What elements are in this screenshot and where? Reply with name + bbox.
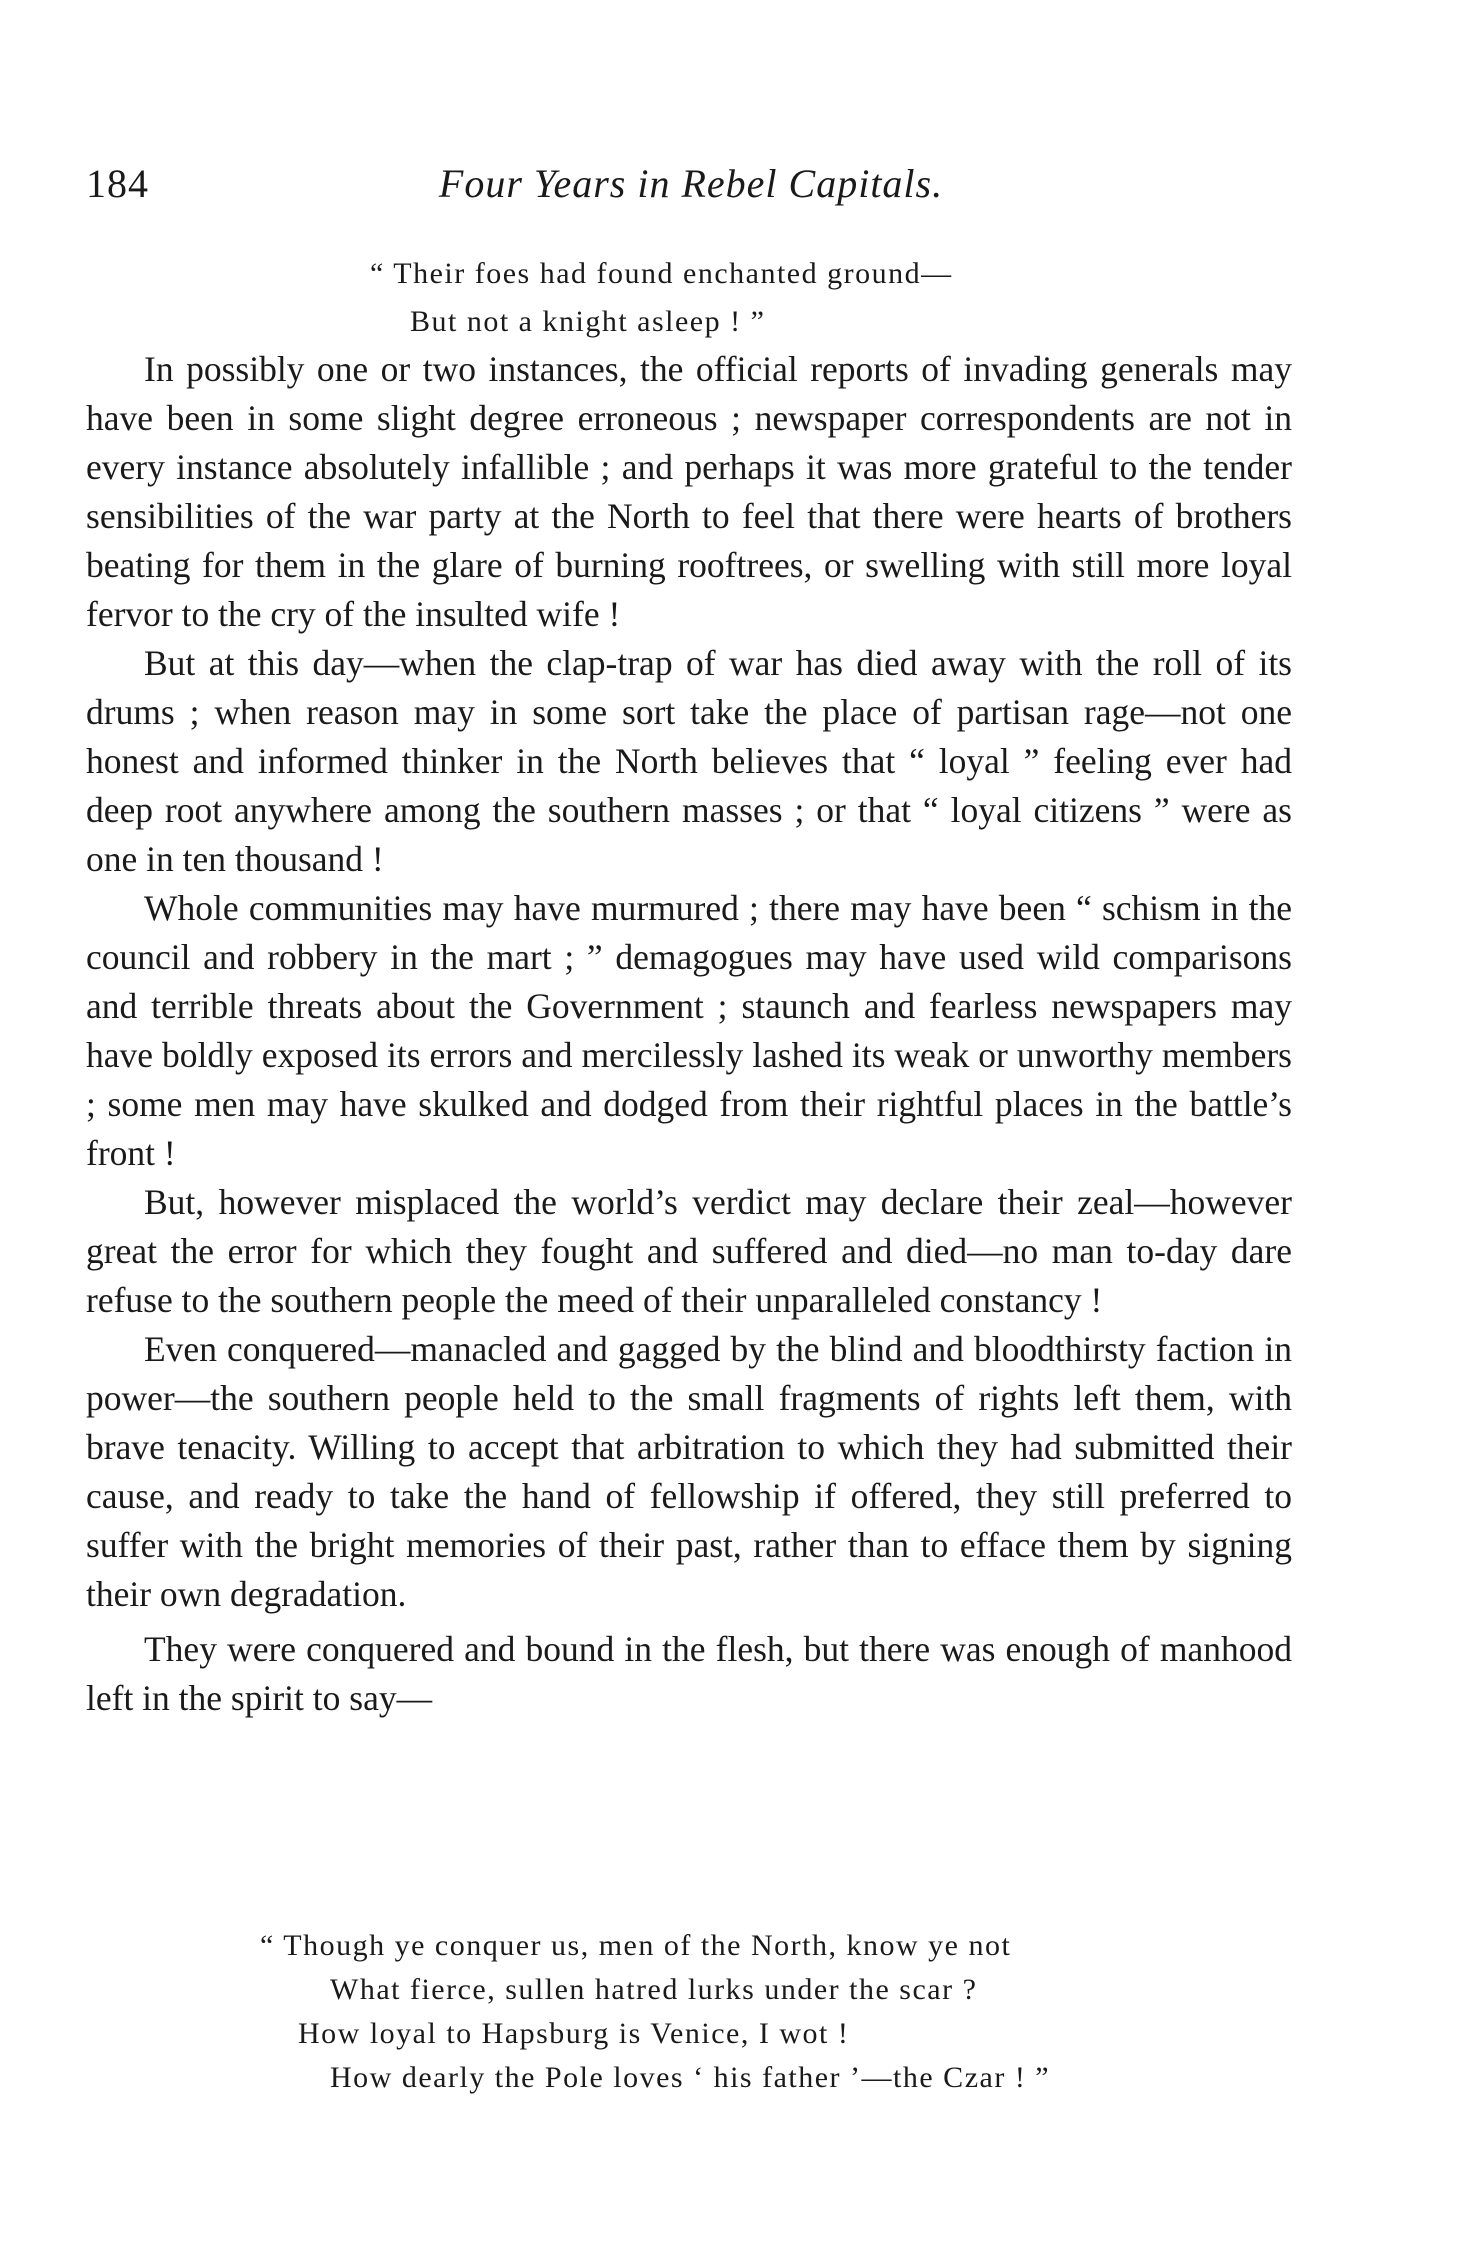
page-header bbox=[86, 160, 1296, 220]
paragraph: But at this day—when the clap-trap of war has died away with the roll of its drums ; when reason may in some sort take the place of partisan rage—not one honest and informed thinker in the North believes that “ loyal ” feeling ever had deep root anywhere among the southern masses ; or that “ loyal citizens ” were as one in ten thousand ! bbox=[86, 643, 1292, 879]
paragraph: Whole communities may have murmured ; there may have been “ schism in the council and robbery in the mart ; ” demagogues may have used wild comparisons and terrible threats about the Government ; staunch and fearless newspapers may have boldly exposed its errors and mercilessly lashed its weak or unworthy members ; some men may have skulked and dodged from their rightful places in the battle’s front ! bbox=[86, 888, 1292, 1173]
paragraph: In possibly one or two instances, the official reports of invading generals may have been in some slight degree erroneous ; newspaper correspondents are not in every instance absolutely infallible ; and perhaps it was more grateful to the tender sensibilities of the war party at the North to feel that there were hearts of brothers beating for them in the glare of burning rooftrees, or swelling with still more loyal fervor to the cry of the insulted wife ! bbox=[86, 349, 1292, 634]
epigraph-line: “ Their foes had found enchanted ground— bbox=[370, 257, 953, 290]
paragraph: Even conquered—manacled and gagged by the blind and bloodthirsty faction in power—the southern people held to the small fragments of rights left them, with brave tenacity. Willing to accept that arbitration to which they had submitted their cause, and ready to take the hand of fellowship if offered, they still preferred to suffer with the bright memories of their past, rather than to efface them by signing their own degradation. bbox=[86, 1329, 1292, 1614]
paragraph: But, however misplaced the world’s verdict may declare their zeal—however great the error for which they fought and suffered and died—no man to-day dare refuse to the southern people the meed of their unparalleled constancy ! bbox=[86, 1182, 1292, 1320]
running-title: Four Years in Rebel Capitals. bbox=[438, 161, 944, 206]
verse-line: How dearly the Pole loves ‘ his father ’—the Czar ! ” bbox=[330, 2061, 1051, 2094]
epigraph-line: But not a knight asleep ! ” bbox=[410, 305, 766, 338]
page-number: 184 bbox=[86, 161, 149, 206]
epigraph bbox=[0, 250, 1464, 346]
verse-line: How loyal to Hapsburg is Venice, I wot ! bbox=[298, 2017, 850, 2050]
verse-line: What fierce, sullen hatred lurks under the scar ? bbox=[330, 1973, 978, 2006]
verse-line: “ Though ye conquer us, men of the North, know ye not bbox=[260, 1929, 1012, 1962]
paragraph: They were conquered and bound in the flesh, but there was enough of manhood left in the spirit to say— bbox=[86, 1629, 1292, 1718]
closing-verse bbox=[0, 1924, 1464, 2100]
body-text bbox=[86, 345, 1292, 1723]
